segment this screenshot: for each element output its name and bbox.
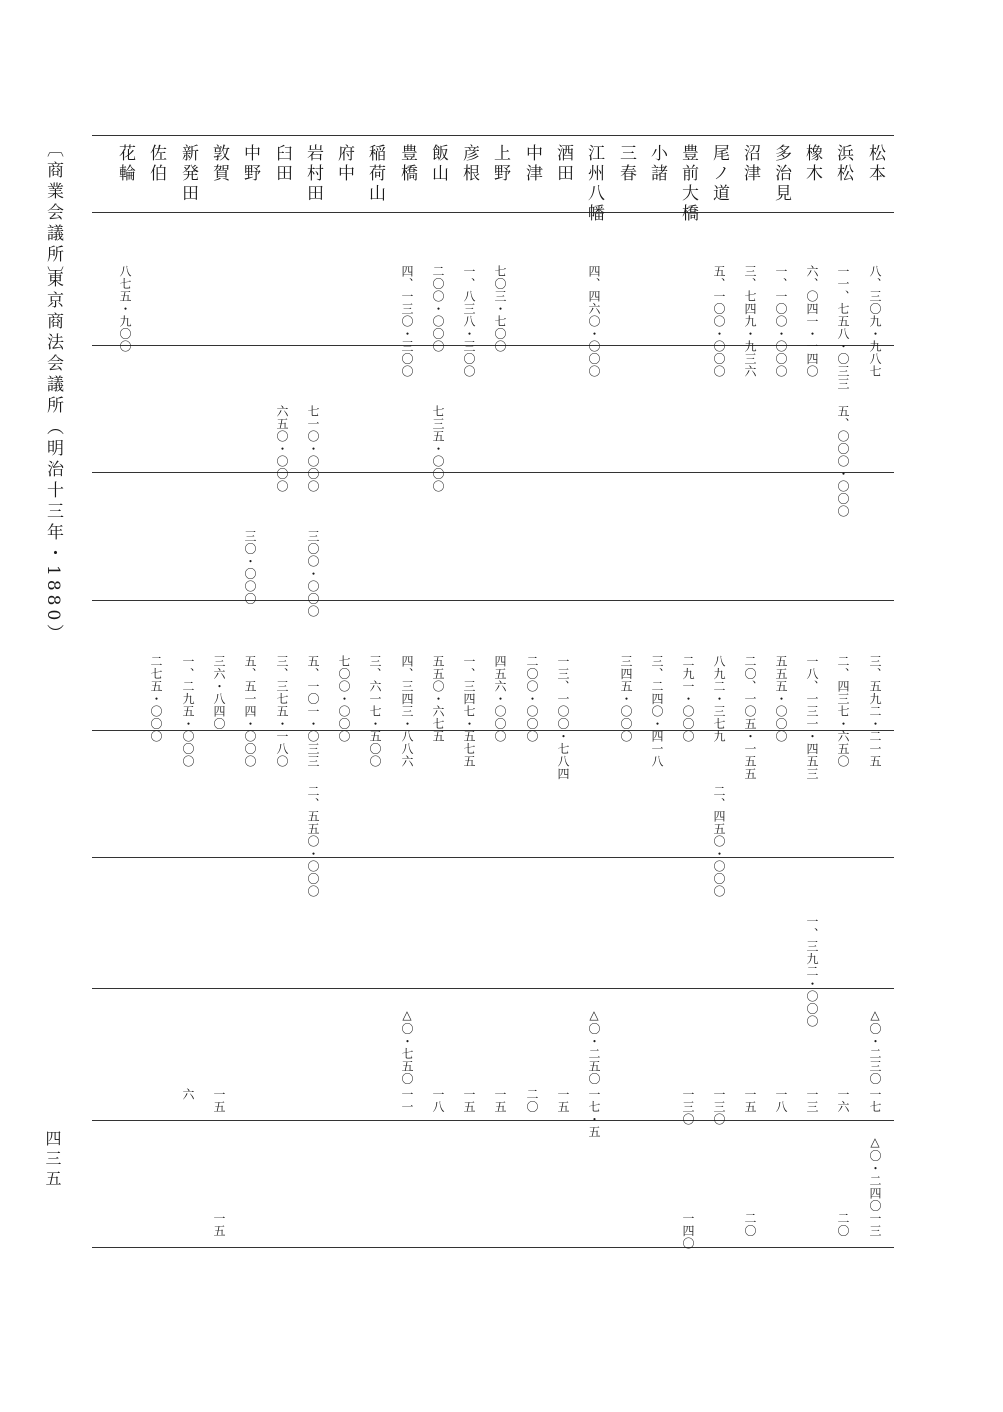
table-cell: 二九一・〇〇〇	[681, 655, 695, 743]
table-cell: 三四五・〇〇〇	[619, 655, 633, 743]
band-divider	[92, 988, 894, 989]
table-cell: 三〇・〇〇〇	[243, 530, 257, 605]
table-cell: 七〇〇・〇〇〇	[337, 655, 351, 743]
place-name: 沼津	[740, 144, 760, 184]
table-cell: 二〇〇・〇〇〇	[525, 655, 539, 743]
table-cell: 一三〇	[712, 1088, 726, 1126]
table-cell: △〇・二三〇	[868, 1008, 882, 1085]
table-cell: 八七五・九〇〇	[118, 265, 132, 353]
place-name: 敦賀	[209, 144, 229, 184]
table-cell: 五、一〇〇・〇〇〇	[712, 265, 726, 378]
place-name: 松本	[865, 144, 885, 184]
table-cell: 一、八三八・三〇〇	[462, 265, 476, 378]
table-cell: 二七五・〇〇〇	[149, 655, 163, 743]
table-cell: 三、七四九・九三六	[743, 265, 757, 378]
table-cell: 三六・八四〇	[212, 655, 226, 730]
place-name: 橡木	[802, 144, 822, 184]
table-cell: 一五	[212, 1212, 226, 1237]
table-cell: 三、六一七・五〇〇	[368, 655, 382, 768]
table-cell: 一、三九二・〇〇〇	[805, 915, 819, 1028]
section-label: 〔商業会議所〕	[43, 140, 63, 287]
table-cell: 一五	[462, 1088, 476, 1113]
table-cell: 六五〇・〇〇〇	[275, 405, 289, 493]
place-name: 豊前大橋	[678, 144, 698, 224]
table-cell: 四五六・〇〇〇	[493, 655, 507, 743]
table-cell: 四、四六〇・〇〇〇	[587, 265, 601, 378]
table-cell: 八九二・三七九	[712, 655, 726, 743]
table-cell: 一三、一〇〇・七八四	[556, 655, 570, 780]
place-name: 上野	[490, 144, 510, 184]
place-name: 新発田	[178, 144, 198, 204]
place-name: 稲荷山	[365, 144, 385, 204]
band-divider	[92, 212, 894, 213]
place-name: 臼田	[272, 144, 292, 184]
table-cell: 二、五五〇・〇〇〇	[306, 785, 320, 898]
table-cell: 一七	[868, 1088, 882, 1113]
table-cell: 一三	[868, 1212, 882, 1237]
place-name: 彦根	[459, 144, 479, 184]
table-cell: 二、四五〇・〇〇〇	[712, 785, 726, 898]
place-name: 中野	[240, 144, 260, 184]
table-cell: 一五	[212, 1088, 226, 1113]
table-cell: 一七・五	[587, 1088, 601, 1138]
table-cell: 七三五・〇〇〇	[431, 405, 445, 493]
table-cell: 五、〇〇〇・〇〇〇	[836, 405, 850, 518]
table-cell: 八、三〇九・九八七	[868, 265, 882, 378]
table-cell: 二〇	[525, 1088, 539, 1113]
table-cell: 六	[181, 1088, 195, 1101]
table-cell: 一一、七五八・〇三三	[836, 265, 850, 390]
table-cell: 一八	[431, 1088, 445, 1113]
table-cell: 一、二九五・〇〇〇	[181, 655, 195, 768]
page-number: 四三五	[43, 1130, 62, 1190]
table-cell: 二〇	[743, 1212, 757, 1237]
table-cell: 二〇	[836, 1212, 850, 1237]
place-name: 花輪	[115, 144, 135, 184]
table-cell: 二〇、一〇五・一五五	[743, 655, 757, 780]
table-cell: 一五	[493, 1088, 507, 1113]
table-cell: 一三	[805, 1088, 819, 1113]
table-cell: 五、一〇一・〇三三	[306, 655, 320, 768]
place-name: 小諸	[647, 144, 667, 184]
place-name: 江州八幡	[584, 144, 604, 224]
table-cell: 三、五九二・二一五	[868, 655, 882, 768]
table-cell: 一八、一三一・四五三	[805, 655, 819, 780]
table-cell: 一、三四七・五七五	[462, 655, 476, 768]
table-cell: 一三〇	[681, 1088, 695, 1126]
table-cell: 四、三四三・八八六	[400, 655, 414, 768]
table-cell: 一、一〇〇・〇〇〇	[774, 265, 788, 378]
table-cell: 七一〇・〇〇〇	[306, 405, 320, 493]
table-cell: △〇・二五〇	[587, 1008, 601, 1085]
band-divider	[92, 600, 894, 601]
table-cell: △〇・七五〇	[400, 1008, 414, 1085]
table-cell: 一八	[774, 1088, 788, 1113]
document-year: （明治十三年・1880）	[43, 418, 63, 646]
place-name: 飯山	[428, 144, 448, 184]
table-cell: 三、二四〇・四一八	[650, 655, 664, 768]
band-divider	[92, 857, 894, 858]
band-divider	[92, 1120, 894, 1121]
place-name: 尾ノ道	[709, 144, 729, 204]
table-cell: △〇・二四〇	[868, 1135, 882, 1212]
table-cell: 一一	[400, 1088, 414, 1113]
place-name: 佐伯	[146, 144, 166, 184]
table-cell: 一四〇	[681, 1212, 695, 1250]
place-name: 多治見	[771, 144, 791, 204]
table-cell: 六、〇四一・一四〇	[805, 265, 819, 378]
table-cell: 三〇〇・〇〇〇	[306, 530, 320, 618]
place-name: 岩村田	[303, 144, 323, 204]
table-cell: 一六	[836, 1088, 850, 1113]
table-bottom-rule	[92, 1247, 894, 1248]
table-cell: 七〇三・七〇〇	[493, 265, 507, 353]
place-name: 浜松	[833, 144, 853, 184]
document-title: 東京商法会議所	[43, 270, 63, 417]
band-divider	[92, 472, 894, 473]
table-cell: 五五〇・六七五	[431, 655, 445, 743]
table-cell: 五、五一四・〇〇〇	[243, 655, 257, 768]
table-cell: 五五五・〇〇〇	[774, 655, 788, 743]
table-top-rule	[92, 135, 894, 136]
place-name: 三春	[616, 144, 636, 184]
table-cell: 四、一三〇・三〇〇	[400, 265, 414, 378]
place-name: 府中	[334, 144, 354, 184]
table-cell: 二、四三七・六五〇	[836, 655, 850, 768]
table-cell: 一五	[743, 1088, 757, 1113]
place-name: 中津	[522, 144, 542, 184]
place-name: 酒田	[553, 144, 573, 184]
table-cell: 一五	[556, 1088, 570, 1113]
table-cell: 二〇〇・〇〇〇	[431, 265, 445, 353]
table-cell: 三、三七五・一八〇	[275, 655, 289, 768]
place-name: 豊橋	[397, 144, 417, 184]
